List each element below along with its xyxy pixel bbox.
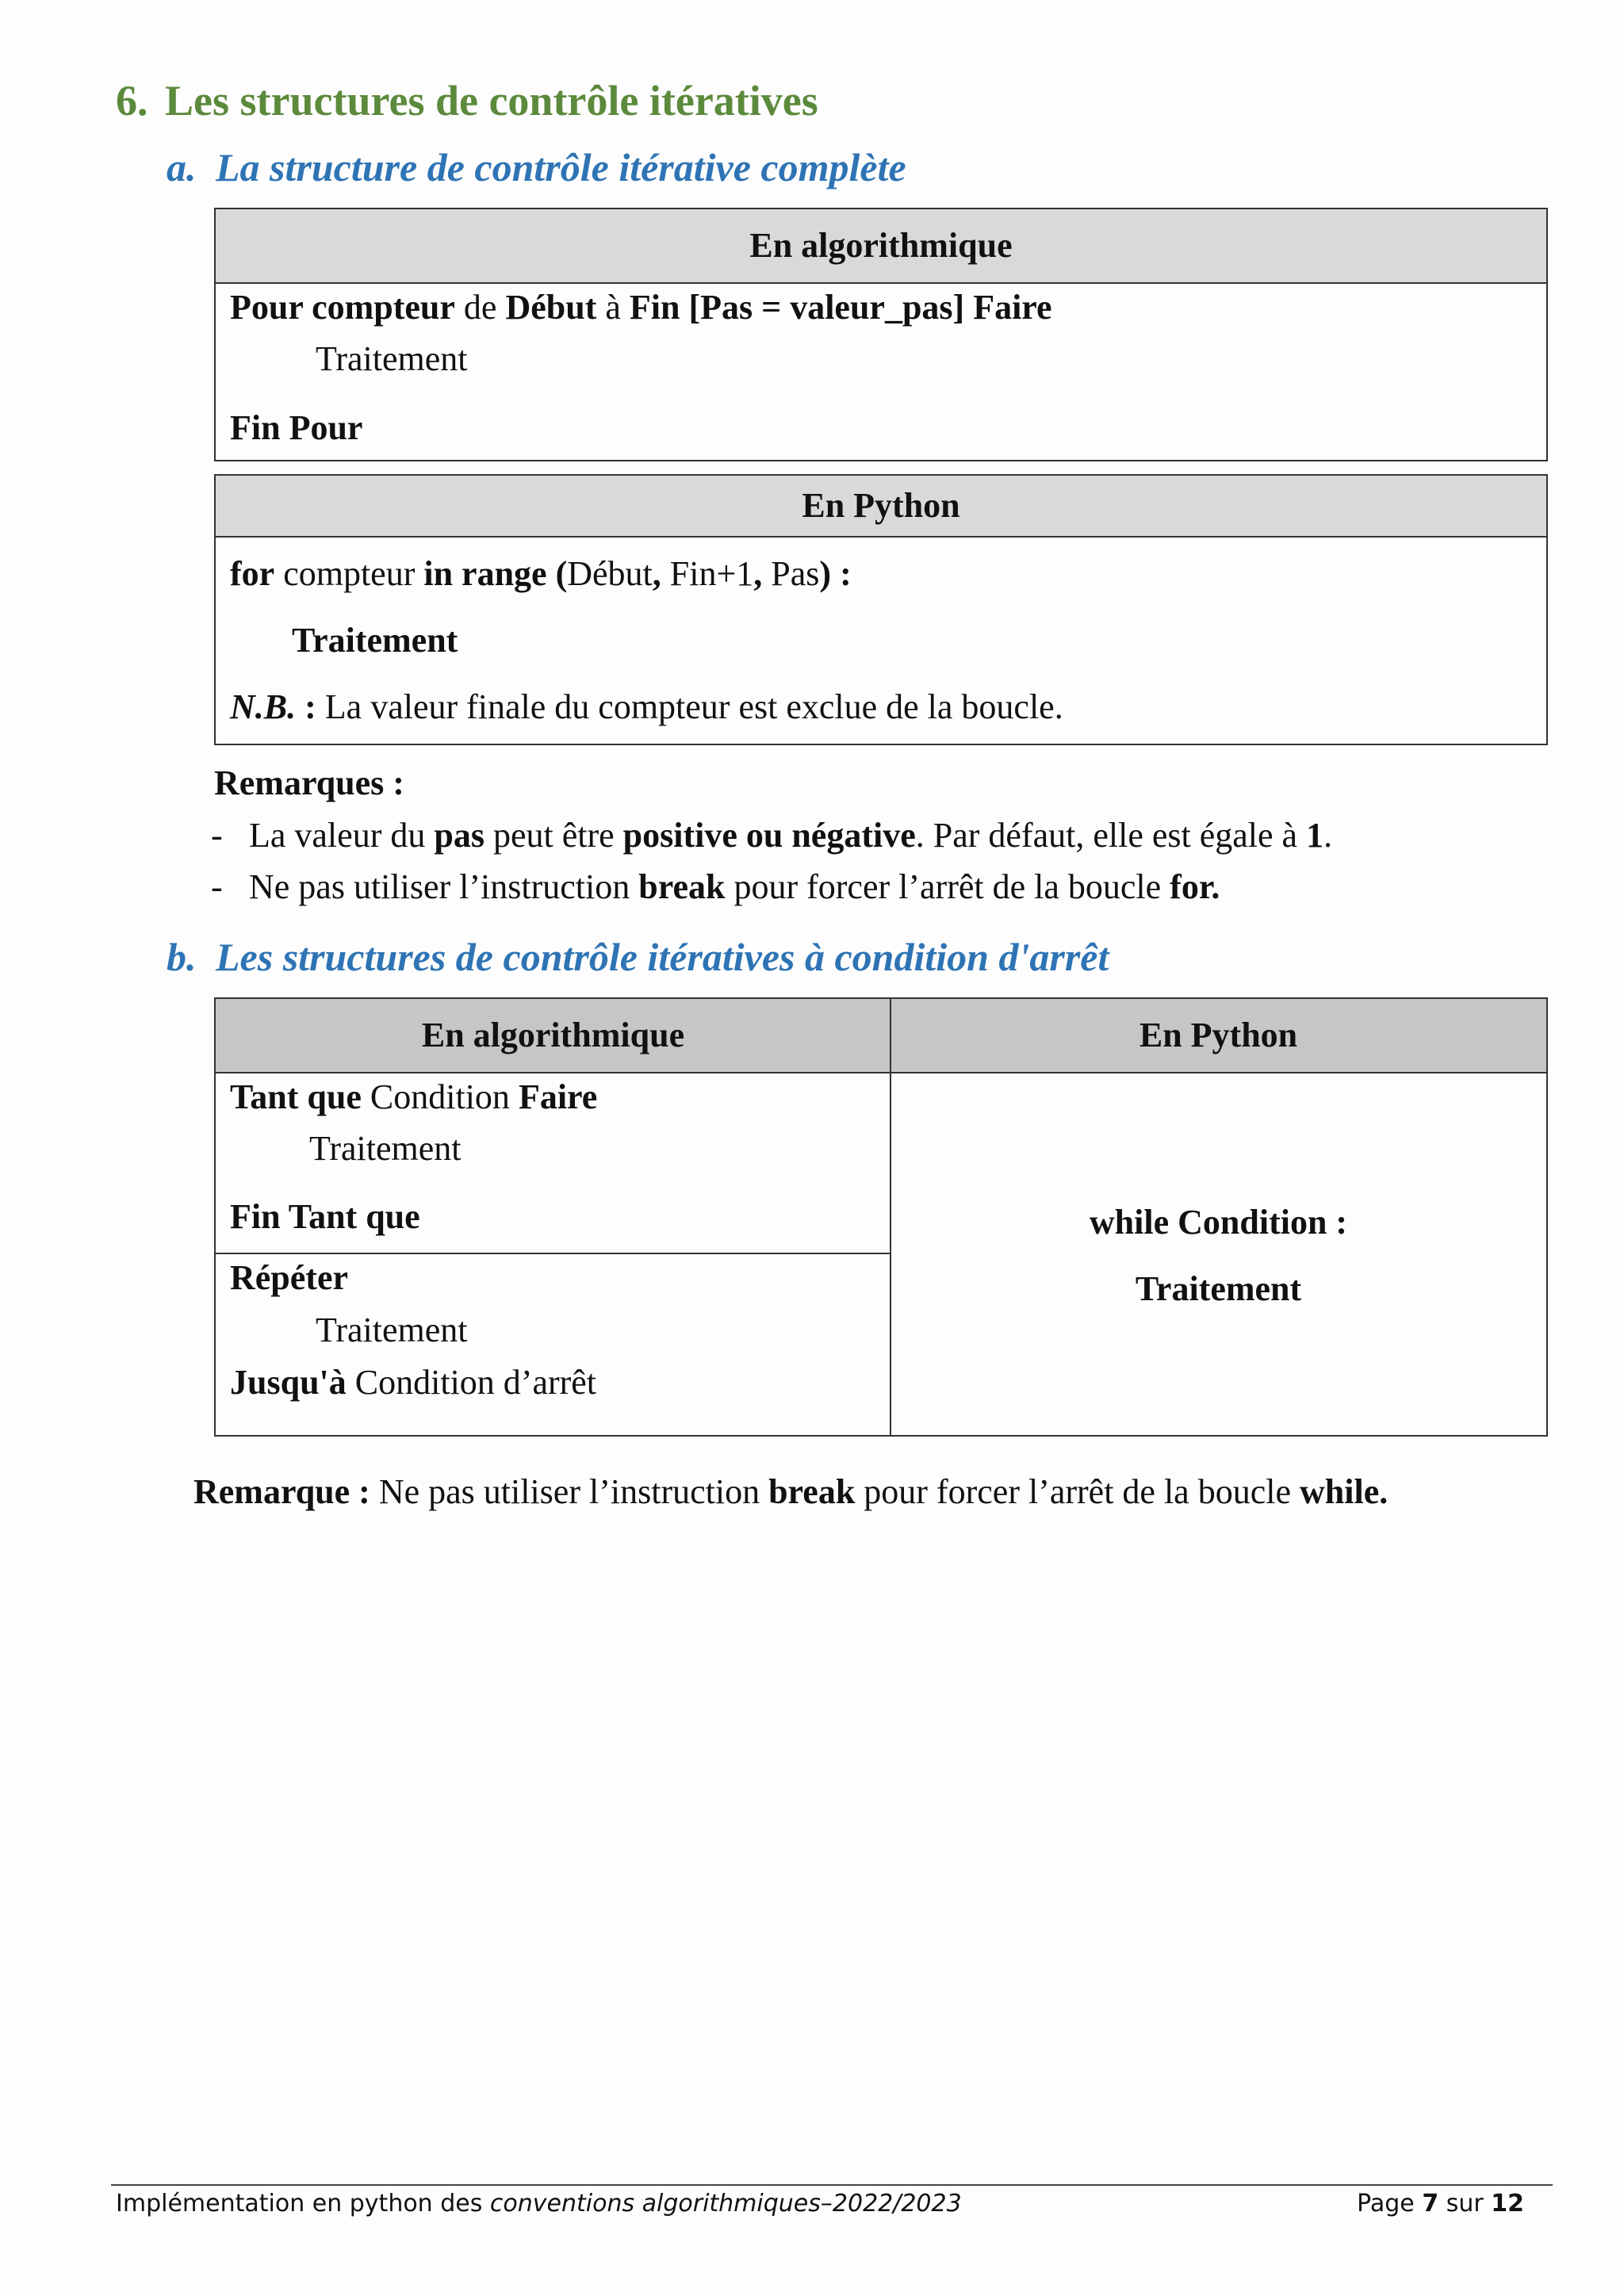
- nb-text: La valeur finale du compteur est exclue de la boucle.: [316, 687, 1063, 726]
- closing-paren-colon: ) :: [819, 554, 852, 593]
- remarque-text-2: pour forcer l’arrêt de la boucle: [855, 1472, 1300, 1511]
- page-label: Page: [1357, 2190, 1423, 2218]
- keyword-for: for: [230, 554, 275, 593]
- subsection-b-title: Les structures de contrôle itératives à condition d'arrêt: [216, 935, 1109, 979]
- algo-traitement-line: Traitement: [316, 339, 468, 378]
- repeter-line: Répéter: [230, 1258, 349, 1297]
- remarque-bold-while: while.: [1300, 1472, 1388, 1511]
- footer-divider: [111, 2184, 1553, 2186]
- keyword-debut: Début: [505, 288, 597, 327]
- subsection-a-heading: [167, 144, 906, 190]
- text-compteur: compteur: [274, 554, 424, 593]
- keyword-tant-que: Tant que: [230, 1077, 362, 1116]
- repeter-traitement: Traitement: [316, 1311, 468, 1349]
- remarque-2-text-1: Ne pas utiliser l’instruction: [249, 867, 639, 906]
- remarque-2-bold-break: break: [638, 867, 726, 906]
- total-pages: 12: [1491, 2190, 1524, 2218]
- text-de: de: [454, 288, 506, 327]
- section-number: 6.: [116, 77, 148, 124]
- tant-que-traitement: Traitement: [309, 1129, 462, 1168]
- remarque-label: Remarque :: [193, 1472, 370, 1511]
- fin-tant-que-line: Fin Tant que: [230, 1197, 420, 1236]
- remarque-2-text-2: pour forcer l’arrêt de la boucle: [725, 867, 1170, 906]
- text-condition-arret: Condition d’arrêt: [346, 1363, 597, 1402]
- algo-box: [214, 208, 1548, 461]
- text-condition: Condition: [361, 1077, 519, 1116]
- bullet-dash: -: [211, 867, 223, 906]
- remarque-bold-break: break: [768, 1472, 856, 1511]
- python-nb-line: [230, 687, 1063, 727]
- keyword-in-range: in range (: [423, 554, 568, 593]
- remarque-1-bold-pas: pas: [434, 816, 485, 855]
- text-fin-plus-1: Fin+1: [661, 554, 754, 593]
- while-line: while Condition :: [1089, 1203, 1348, 1242]
- remarques-item-1: [211, 815, 1332, 855]
- subsection-b-heading: [167, 934, 1109, 980]
- keyword-fin-pas-faire: Fin [Pas = valeur_pas] Faire: [629, 288, 1052, 327]
- text-debut: Début: [567, 554, 653, 593]
- python-traitement-line: Traitement: [292, 621, 458, 660]
- remarque-1-text-1: La valeur du: [249, 816, 435, 855]
- algo-fin-pour-line: Fin Pour: [230, 408, 363, 447]
- text-pas: Pas: [762, 554, 820, 593]
- footer-text: Implémentation en python des: [116, 2190, 490, 2218]
- current-page: 7: [1422, 2190, 1439, 2218]
- table2-header-right: En Python: [891, 999, 1546, 1073]
- subsection-a-letter: a.: [167, 145, 197, 189]
- algo-box-header: En algorithmique: [216, 209, 1546, 284]
- python-box: [214, 474, 1548, 745]
- subsection-a-title: La structure de contrôle itérative complète: [216, 145, 906, 189]
- remarque-1-bold-1: 1: [1306, 816, 1324, 855]
- remarque-1-bold-positive: positive ou négative: [622, 816, 916, 855]
- section-heading: [116, 76, 818, 125]
- nb-colon: :: [296, 687, 316, 726]
- remarque-1-text-3: . Par défaut, elle est égale à: [915, 816, 1307, 855]
- python-for-line: [230, 553, 852, 594]
- comma-1: ,: [652, 554, 661, 593]
- jusqua-line: [230, 1362, 596, 1402]
- remarque-2-bold-for: for.: [1170, 867, 1220, 906]
- while-traitement: Traitement: [1135, 1269, 1302, 1308]
- algo-pour-line: [230, 287, 1052, 327]
- remarques-item-2: [211, 867, 1220, 907]
- text-a: à: [596, 288, 630, 327]
- remarques-title: Remarques :: [214, 763, 404, 802]
- keyword-faire: Faire: [518, 1077, 598, 1116]
- table2-row-divider: [216, 1253, 891, 1254]
- nb-label: N.B.: [230, 687, 297, 726]
- python-box-header: En Python: [216, 476, 1546, 538]
- footer-italic-text: conventions algorithmiques–2022/2023: [489, 2190, 962, 2218]
- keyword-pour-compteur: Pour compteur: [230, 288, 455, 327]
- table2-header-left: En algorithmique: [216, 999, 891, 1073]
- bullet-dash: -: [211, 816, 223, 855]
- keyword-jusqua: Jusqu'à: [230, 1363, 347, 1402]
- comma-2: ,: [753, 554, 763, 593]
- footer-page-number: [1357, 2190, 1524, 2218]
- remarque-text-1: Ne pas utiliser l’instruction: [370, 1472, 769, 1511]
- remarque-1-text-2: peut être: [484, 816, 623, 855]
- tant-que-line: [230, 1077, 597, 1117]
- page-sur: sur: [1438, 2190, 1492, 2218]
- section-title: Les structures de contrôle itératives: [165, 77, 818, 124]
- footer-title: [116, 2190, 962, 2218]
- remarque-while: [193, 1471, 1388, 1512]
- subsection-b-letter: b.: [167, 935, 197, 979]
- remarque-1-text-4: .: [1323, 816, 1333, 855]
- condition-loops-table: [214, 997, 1548, 1437]
